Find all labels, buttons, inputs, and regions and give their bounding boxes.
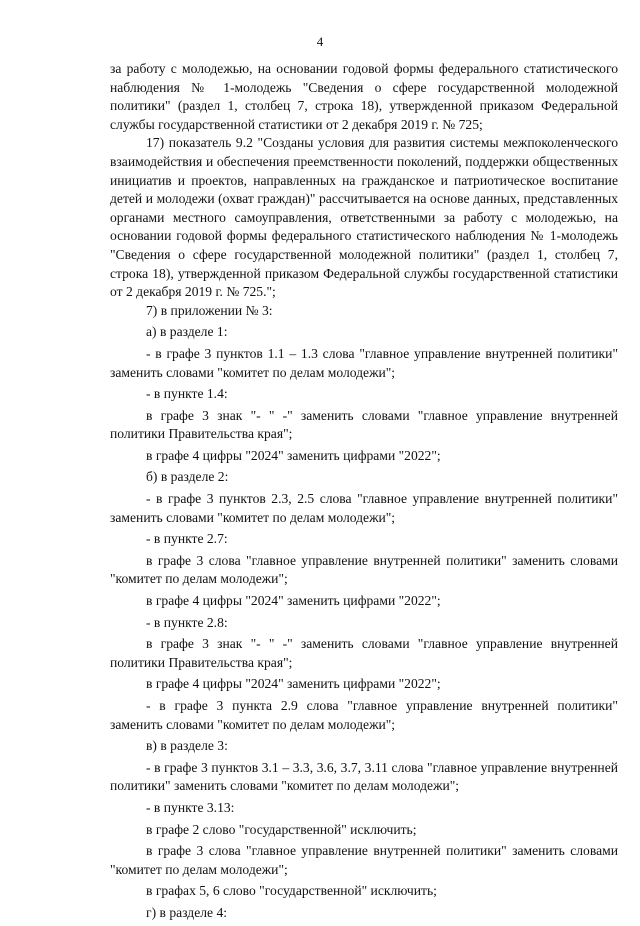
paragraph-item: - в пункте 2.7: xyxy=(146,531,228,547)
paragraph-item: в графе 3 слова "главное управление внутренней политики" заменить словами "комитет по делам молодежи"; xyxy=(110,843,618,877)
paragraph-item: - в графе 3 пункта 2.9 слова "главное управление внутренней политики" заменить словами "комитет по делам молодежи"; xyxy=(110,698,618,732)
paragraph-item: - в графе 3 пунктов 1.1 – 1.3 слова "главное управление внутренней политики" заменить словами "комитет по делам молодежи"; xyxy=(110,345,618,380)
page-number: 4 xyxy=(316,34,324,49)
paragraph-indicator-9-2: 17) показатель 9.2 "Созданы условия для развития системы межпоколенческого взаимодействия и обеспечения преемственности поколений, поддержки общественных инициатив и проектов, направленных на гражданское и патриотическое воспитание детей и молодежи (охват граждан)" рассчитывается на основе данных, представленных органами местного самоуправления, ответственными за работу с молодежью, на основании годовой формы федерального статистического наблюдения № 1-молодежь "Сведения о сфере государственной молодежной политики" (раздел 1, столбец 7, строка 18), утвержденной приказом Федеральной службы государственной статистики от 2 декабря 2019 г. № 725."; xyxy=(110,135,618,300)
paragraph-item: в графе 4 цифры "2024" заменить цифрами "2022"; xyxy=(146,593,441,609)
paragraph-item: в графе 4 цифры "2024" заменить цифрами "2022"; xyxy=(146,447,441,463)
paragraph-section-3: в) в разделе 3: xyxy=(146,738,228,754)
paragraph-item: - в графе 3 пунктов 2.3, 2.5 слова "главное управление внутренней политики" заменить словами "комитет по делам молодежи"; xyxy=(110,491,618,525)
paragraph-item: - в графе 3 пунктов 3.1 – 3.3, 3.6, 3.7, 3.11 слова "главное управление внутренней политики" заменить словами "комитет по делам молодежи"; xyxy=(110,759,618,794)
paragraph-section-4: г) в разделе 4: xyxy=(146,904,228,920)
paragraph-item: - в пункте 3.13: xyxy=(146,799,235,815)
paragraph-item: в графе 3 знак "- " -" заменить словами "главное управление внутренней политики Правительства края"; xyxy=(110,407,618,442)
paragraph-continuation: за работу с молодежью, на основании годовой формы федерального статистического наблюдения № 1-молодежь "Сведения о сфере государственной молодежной политики" (раздел 1, столбец 7, строка 18), утвержденной приказом Федеральной службы государственной статистики от 2 декабря 2019 г. № 725; xyxy=(110,61,618,132)
paragraph-section-2: б) в разделе 2: xyxy=(146,469,229,485)
paragraph-item: в графах 5, 6 слово "государственной" исключить; xyxy=(146,883,437,899)
paragraph-item: - в пункте 2.8: xyxy=(146,614,228,630)
paragraph-section-1: а) в разделе 1: xyxy=(146,324,228,340)
paragraph-item: - в пункте 1.4: xyxy=(146,386,228,402)
paragraph-appendix-3: 7) в приложении № 3: xyxy=(146,302,273,318)
paragraph-item: в графе 3 слова "главное управление внутренней политики" заменить словами "комитет по делам молодежи"; xyxy=(110,552,618,587)
paragraph-item: в графе 3 знак "- " -" заменить словами "главное управление внутренней политики Правительства края"; xyxy=(110,636,618,670)
paragraph-item: в графе 4 цифры "2024" заменить цифрами "2022"; xyxy=(146,676,441,692)
document-body xyxy=(110,60,618,926)
paragraph-item: в графе 2 слово "государственной" исключить; xyxy=(146,821,417,837)
